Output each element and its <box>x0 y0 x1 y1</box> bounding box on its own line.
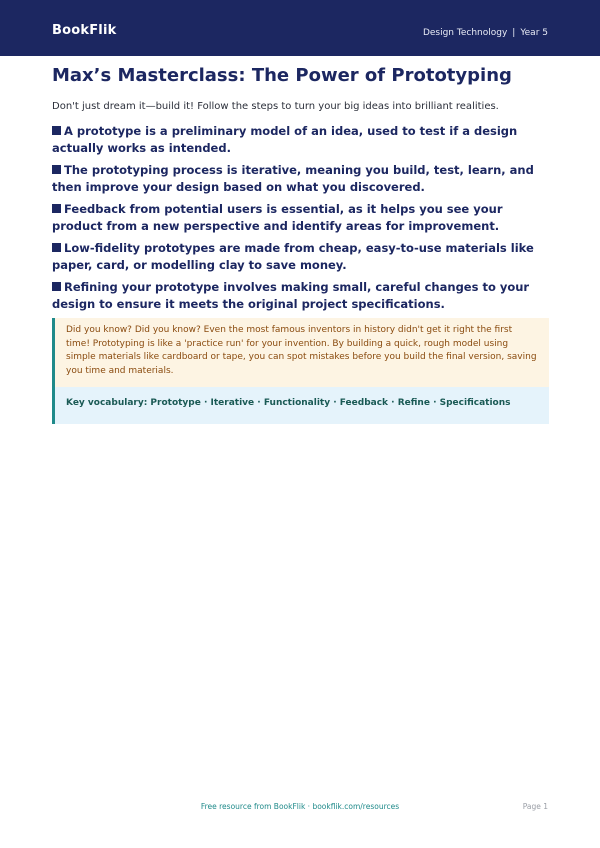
subject-label: Design Technology <box>422 28 508 38</box>
list-item <box>52 123 549 156</box>
page-title: Max’s Masterclass: The Power of Prototyping <box>52 65 512 86</box>
point-text: Low-fidelity prototypes are made from cheap, easy-to-use materials like paper, card, or modelling clay to save money. <box>52 241 534 272</box>
page-footer <box>0 802 600 814</box>
list-item <box>52 240 549 273</box>
intro-text: Don't just dream it—build it! Follow the steps to turn your big ideas into brilliant realities. <box>52 101 499 112</box>
point-text: The prototyping process is iterative, meaning you build, test, learn, and then improve your design based on what you discovered. <box>52 163 534 194</box>
header-bar <box>0 0 600 56</box>
point-text: Feedback from potential users is essential, as it helps you see your product from a new perspective and identify areas for improvement. <box>52 202 503 233</box>
square-bullet-icon <box>52 243 61 252</box>
square-bullet-icon <box>52 165 61 174</box>
key-vocabulary-box: Key vocabulary: Prototype · Iterative · Functionality · Feedback · Refine · Specifications <box>55 387 549 424</box>
did-you-know-box: Did you know? Did you know? Even the most famous inventors in history didn't get it right the first time! Prototyping is like a 'practice run' for your invention. By building a quick, rough model using simple materials like cardboard or tape, you can spot mistakes before you build the final version, saving you time and materials. <box>55 318 549 387</box>
list-item <box>52 201 549 234</box>
meta-separator: | <box>512 28 516 38</box>
list-item <box>52 279 549 312</box>
point-text: A prototype is a preliminary model of an idea, used to test if a design actually works as intended. <box>52 124 518 155</box>
info-callout <box>52 318 549 424</box>
list-item <box>52 162 549 195</box>
footer-source-link[interactable]: Free resource from BookFlik · bookflik.com/resources <box>200 802 400 811</box>
square-bullet-icon <box>52 204 61 213</box>
square-bullet-icon <box>52 282 61 291</box>
brand-logo-text[interactable]: BookFlik <box>52 23 117 38</box>
key-points-list <box>52 123 549 312</box>
square-bullet-icon <box>52 126 61 135</box>
header-meta <box>423 28 548 38</box>
year-label: Year 5 <box>520 28 548 38</box>
page-number: Page 1 <box>522 802 548 811</box>
main-content <box>52 64 549 424</box>
point-text: Refining your prototype involves making small, careful changes to your design to ensure it meets the original project specifications. <box>52 280 530 311</box>
